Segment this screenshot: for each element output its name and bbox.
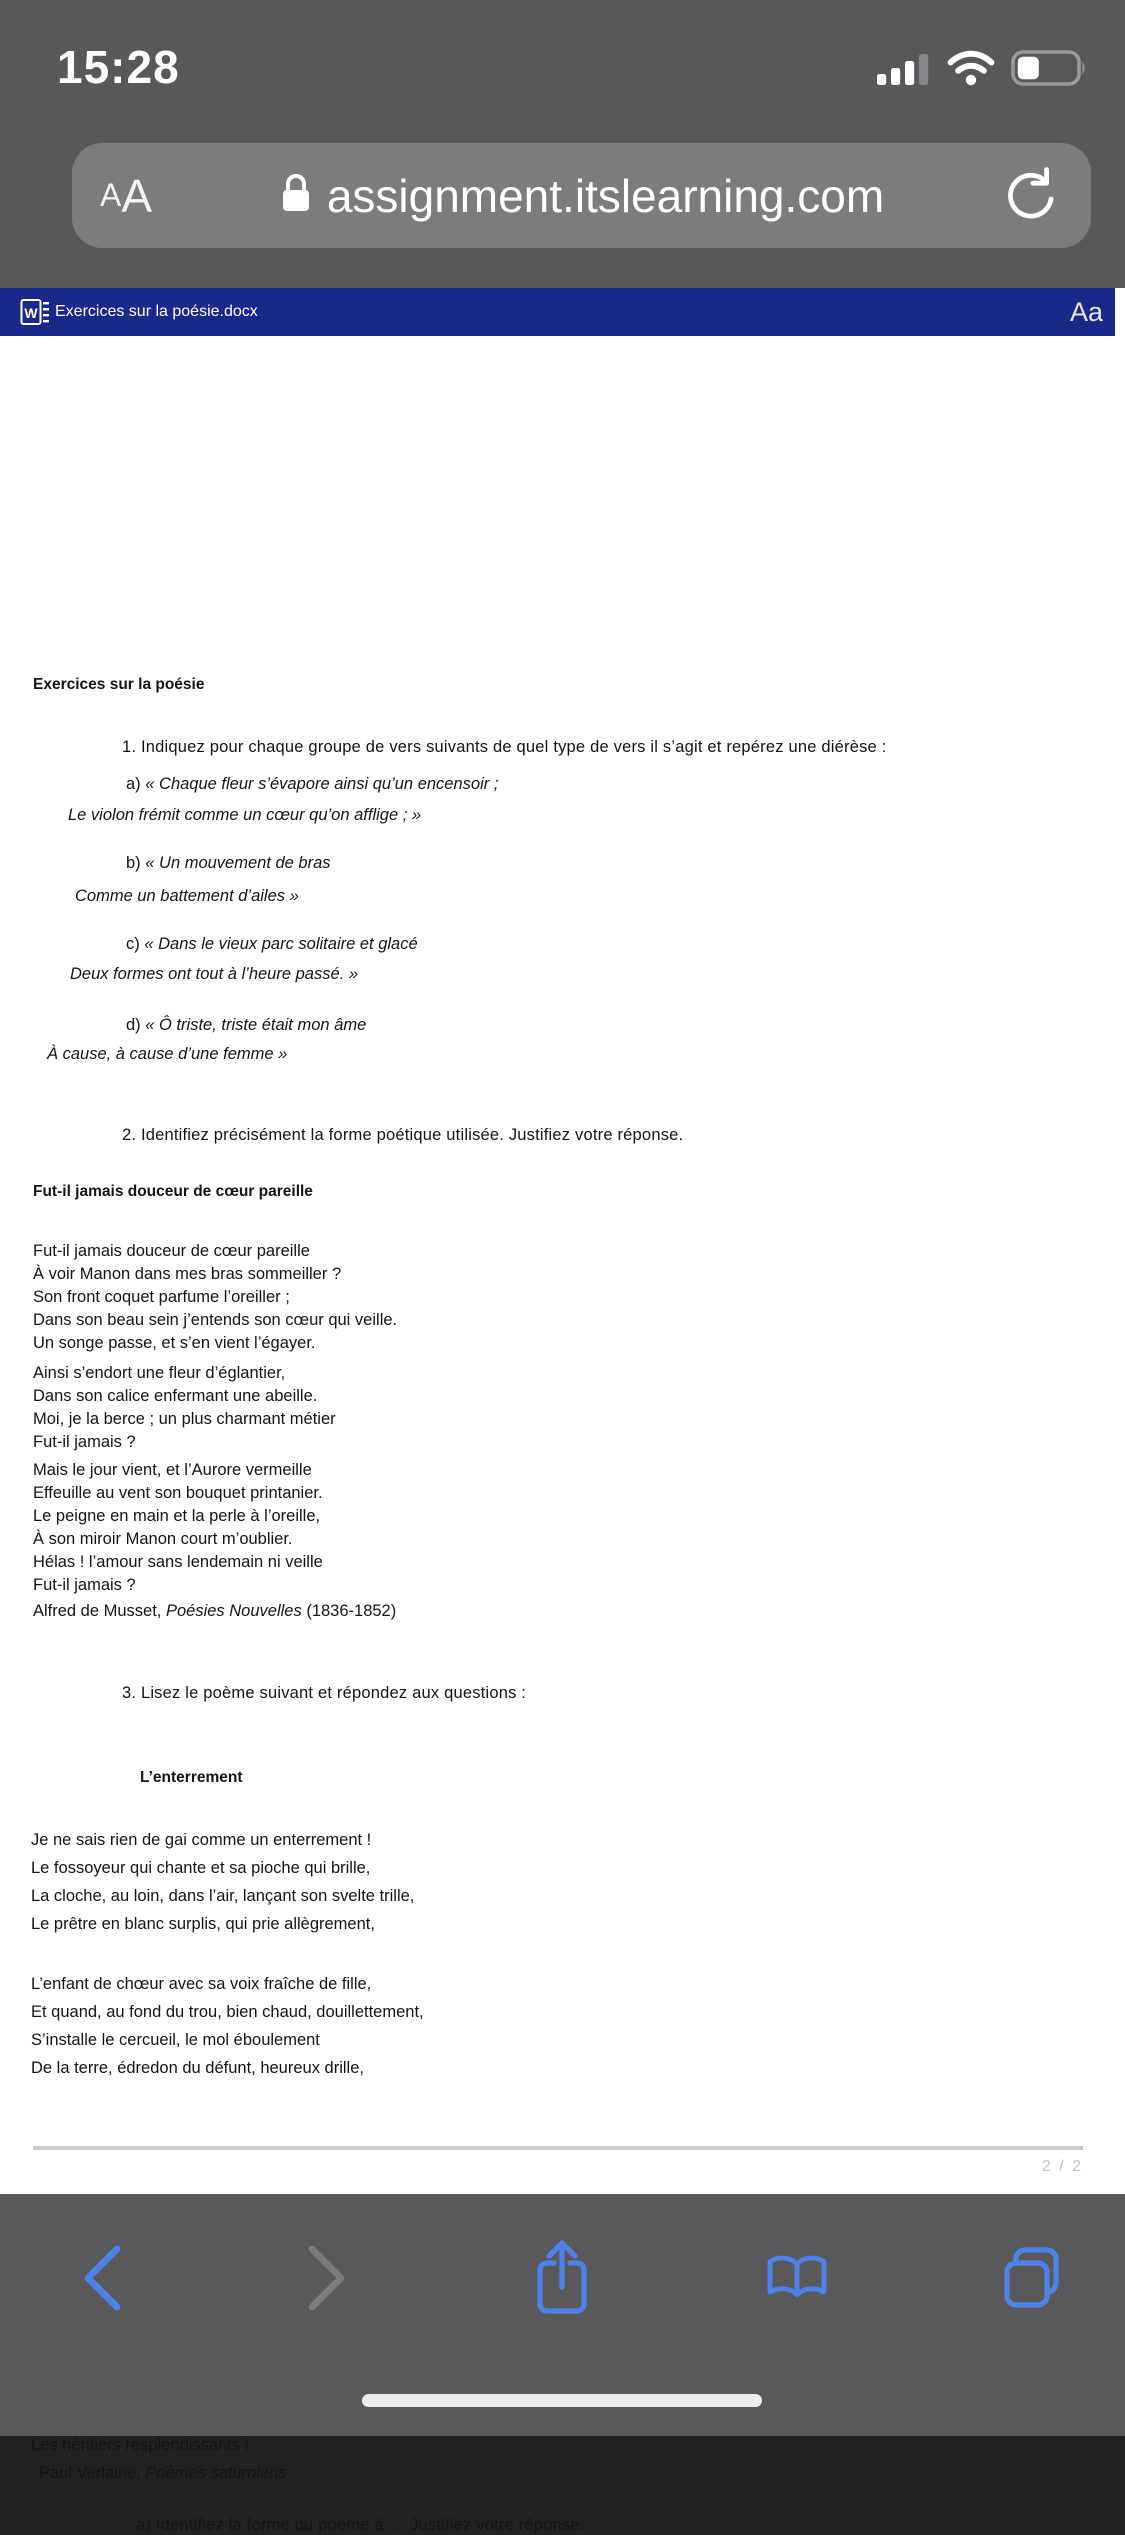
text-size-button[interactable]: A A <box>100 169 153 222</box>
verse-c-line2: Deux formes ont tout à l’heure passé. » <box>70 965 358 983</box>
document-filename: Exercices sur la poésie.docx <box>55 303 258 320</box>
poem2-stanza1: Je ne sais rien de gai comme un enterrement ! Le fossoyeur qui chante et sa pioche qui brille, La cloche, au loin, dans l’air, lançant son svelte trille, Le prêtre en blanc surplis, qui prie allègrement, <box>31 1831 415 1933</box>
verse-d-line1: d) « Ô triste, triste était mon âme <box>126 1016 367 1034</box>
poem2-stanza2: L’enfant de chœur avec sa voix fraîche de fille, Et quand, au fond du trou, bien chaud, douillettement, S’installe le cercueil, le mol éboulement De la terre, édredon du défunt, heureux drille, <box>31 1975 424 2077</box>
verse-a-line1: a) « Chaque fleur s’évapore ainsi qu’un encensoir ; <box>126 775 499 793</box>
poem2-attribution: Paul Verlaine, Poèmes saturniens <box>39 2464 287 2482</box>
forward-button[interactable] <box>272 2218 382 2338</box>
address-field[interactable] <box>72 143 1091 248</box>
url-bar[interactable] <box>72 143 1091 248</box>
verse-d-line2: À cause, à cause d’une femme » <box>47 1045 288 1063</box>
question-2: 2. Identifiez précisément la forme poétique utilisée. Justifiez votre réponse. <box>122 1126 684 1144</box>
safari-top-chrome <box>0 0 1125 288</box>
verse-b-line1: b) « Un mouvement de bras <box>126 854 331 872</box>
clipped-question-line: a) Identifiez la forme du poème à … Justifiez votre réponse. <box>136 2516 585 2534</box>
doc-title: Exercices sur la poésie <box>33 676 205 693</box>
text-settings-button[interactable]: Aa <box>1069 296 1103 327</box>
wifi-icon <box>947 50 995 91</box>
poem1-title: Fut-il jamais douceur de cœur pareille <box>33 1183 313 1200</box>
cellular-signal-icon <box>877 51 931 90</box>
document-header-bar <box>0 288 1115 336</box>
battery-icon <box>1011 50 1089 91</box>
bookmarks-button[interactable] <box>742 2218 852 2338</box>
svg-text:W: W <box>24 305 38 321</box>
verse-a-line2: Le violon frémit comme un cœur qu’on afflige ; » <box>68 806 422 824</box>
poem1-stanza3: Mais le jour vient, et l’Aurore vermeille Effeuille au vent son bouquet printanier. Le peigne en main et la perle à l’oreille, À son miroir Manon court m’oublier. Hélas ! l’amour sans lendemain ni veille Fut-il jamais ? <box>33 1461 323 1594</box>
tabs-button[interactable] <box>977 2218 1087 2338</box>
question-3: 3. Lisez le poème suivant et répondez aux questions : <box>122 1684 527 1702</box>
poem1-stanza2: Ainsi s’endort une fleur d’églantier, Dans son calice enfermant une abeille. Moi, je la berce ; un plus charmant métier Fut-il jamais ? <box>33 1364 336 1451</box>
poem1-attribution: Alfred de Musset, Poésies Nouvelles (1836-1852) <box>33 1602 397 1620</box>
status-icons <box>877 50 1089 90</box>
lock-icon <box>279 170 313 221</box>
poem1-stanza1: Fut-il jamais douceur de cœur pareille À voir Manon dans mes bras sommeiller ? Son front coquet parfume l’oreiller ; Dans son beau sein j’entends son cœur qui veille. Un songe passe, et s’en vient l’égayer. <box>33 1242 398 1352</box>
url-domain: assignment.itslearning.com <box>326 169 885 222</box>
document-preview[interactable] <box>0 336 1125 2534</box>
share-button[interactable] <box>507 2218 617 2338</box>
question-1: 1. Indiquez pour chaque groupe de vers suivants de quel type de vers il s’agit et repérez une diérèse : <box>122 738 887 756</box>
page-indicator: 2 / 2 <box>1041 2158 1083 2175</box>
back-button[interactable] <box>47 2218 157 2338</box>
status-time: 15:28 <box>57 41 180 93</box>
home-indicator[interactable] <box>362 2394 762 2407</box>
poem2-stanza4: Les héritiers resplendissants ! <box>31 2436 250 2454</box>
poem2-title: L’enterrement <box>140 1769 243 1786</box>
word-file-icon <box>20 296 50 333</box>
page-break-divider <box>33 2146 1083 2150</box>
reload-button[interactable] <box>1003 143 1055 248</box>
verse-b-line2: Comme un battement d’ailes » <box>75 887 299 905</box>
verse-c-line1: c) « Dans le vieux parc solitaire et glacé <box>126 935 418 953</box>
